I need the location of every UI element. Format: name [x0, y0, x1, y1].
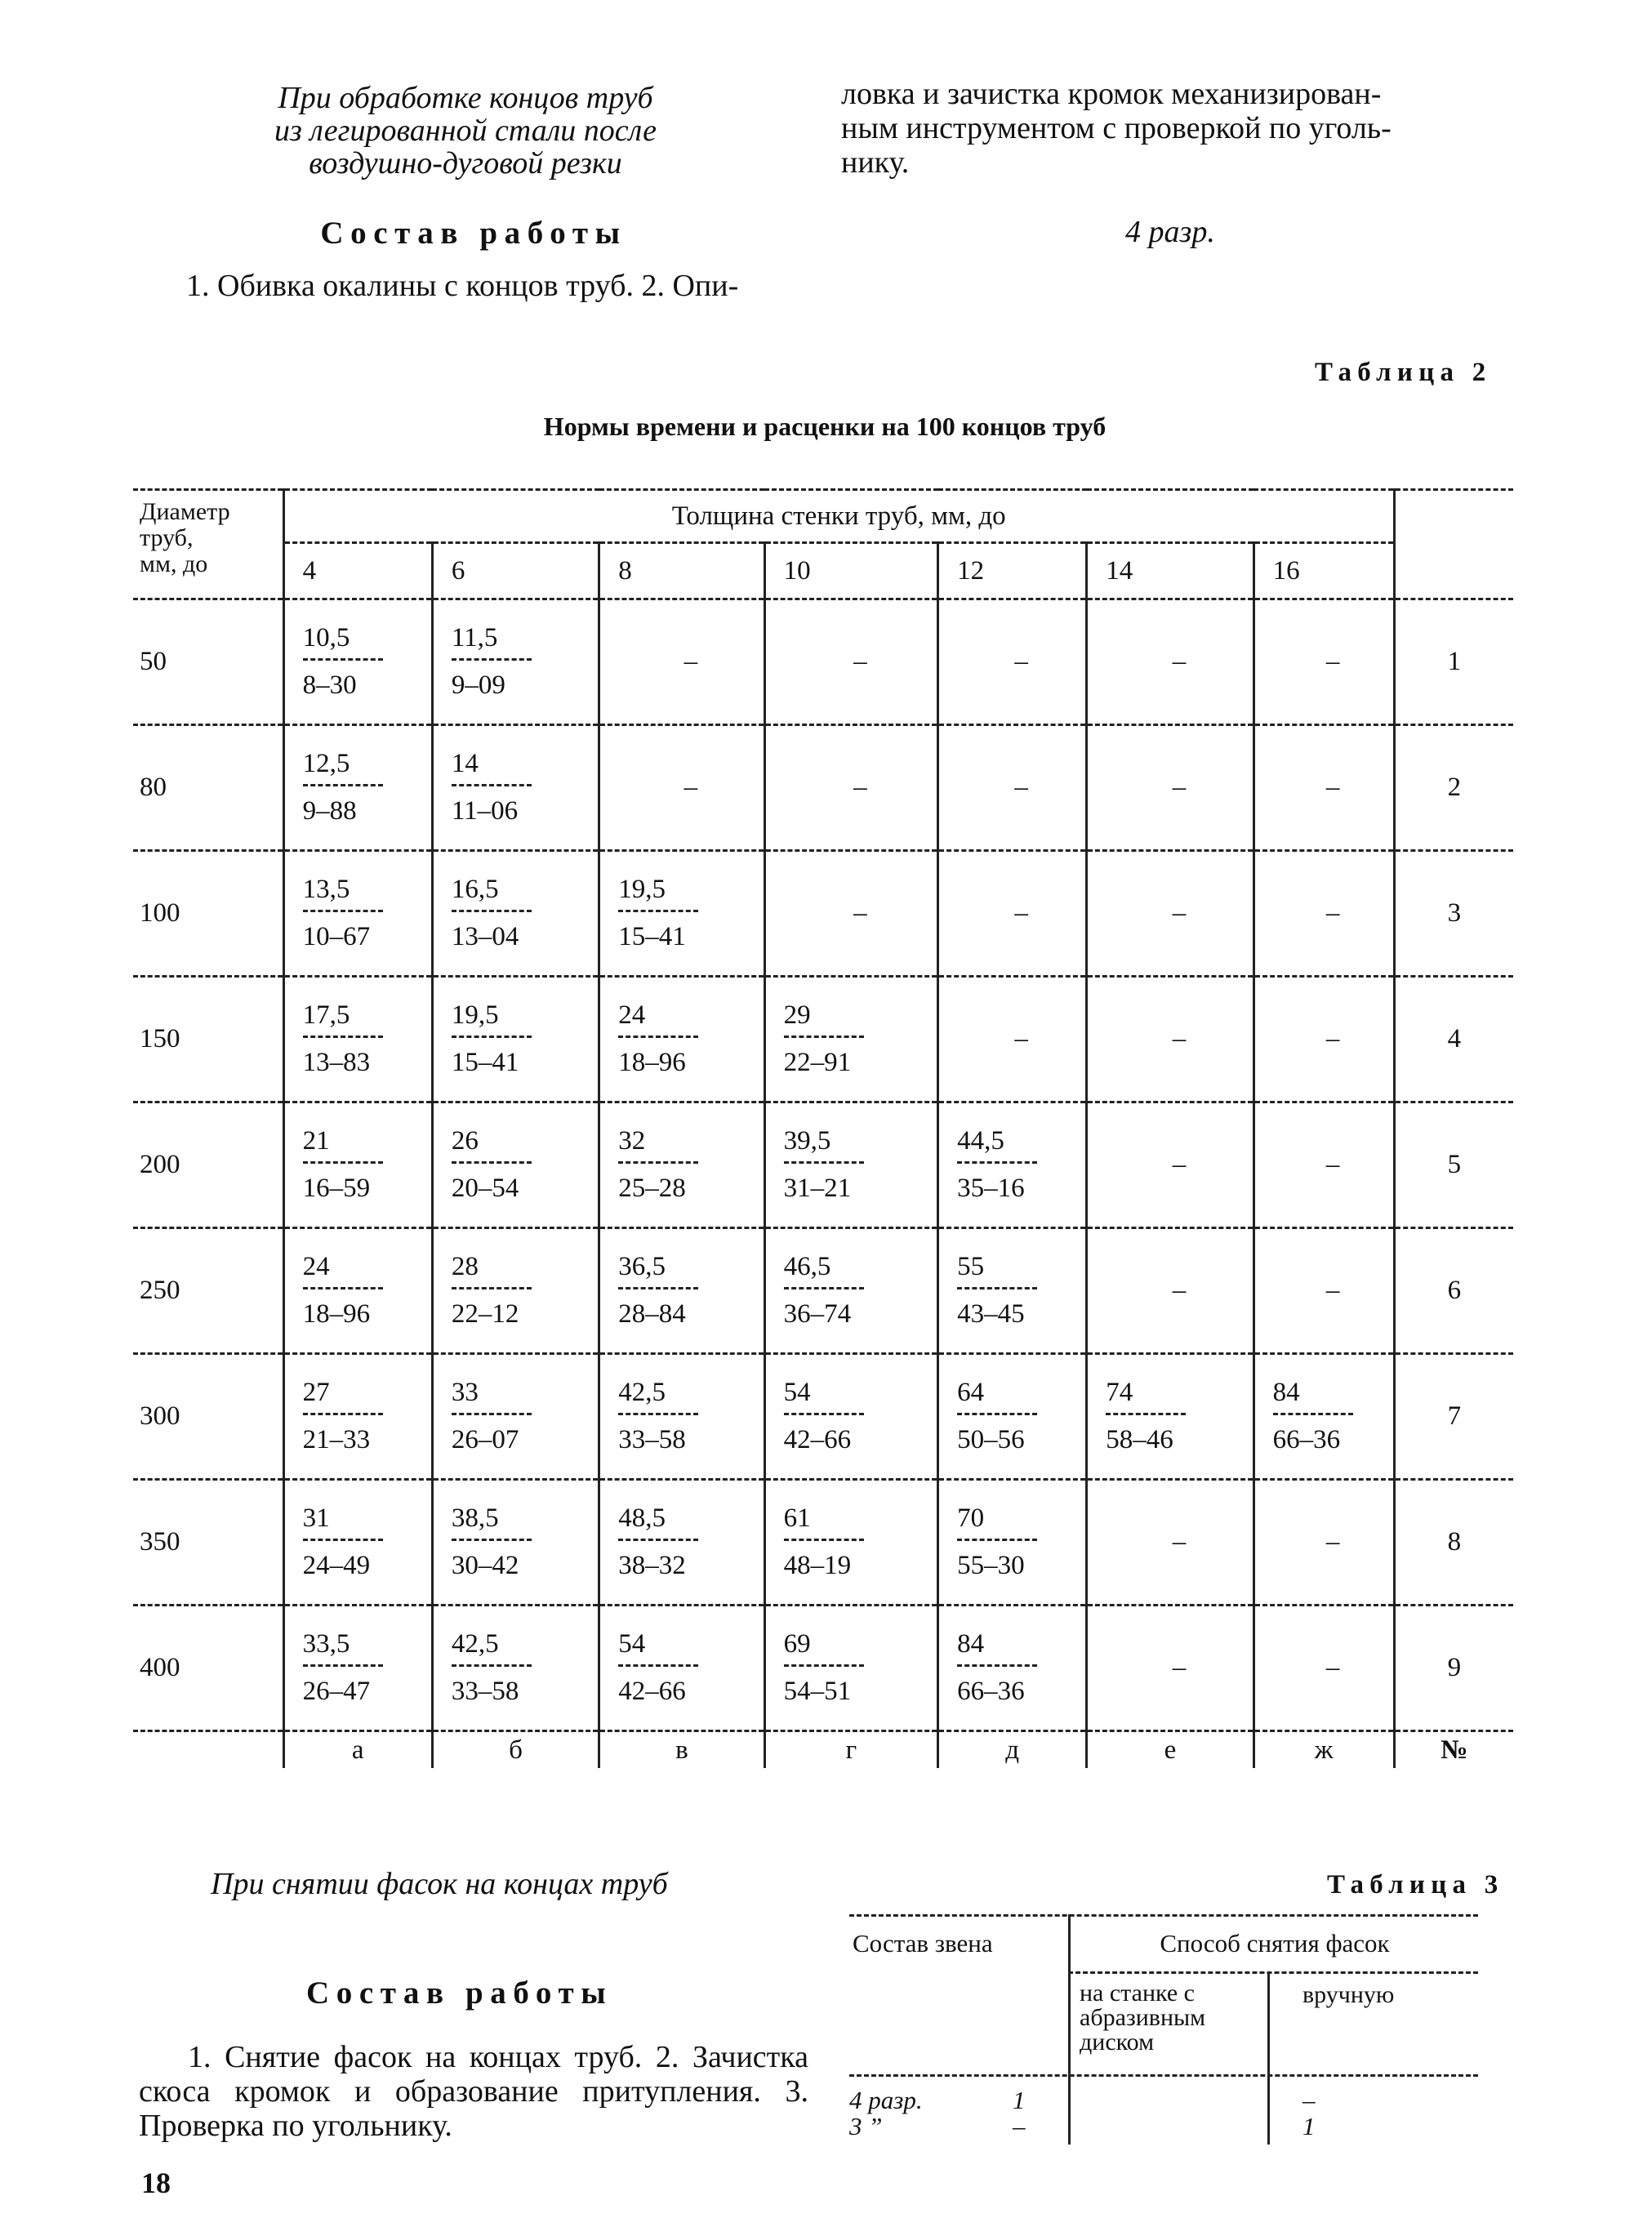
- empty-dash: –: [853, 898, 867, 928]
- table-row: [133, 599, 1513, 725]
- left-heading-line: При обработке концов труб: [278, 81, 653, 115]
- time-norm: 39,5: [784, 1126, 864, 1164]
- norm-cell: [599, 1354, 764, 1480]
- norm-cell: [1087, 1228, 1253, 1354]
- table3-top-rule: [849, 1914, 1478, 1917]
- empty-dash: –: [1014, 647, 1028, 676]
- row-number: 5: [1394, 1102, 1513, 1228]
- time-norm: 13,5: [303, 875, 383, 912]
- norm-cell: [764, 851, 938, 977]
- diameter-cell: 350: [133, 1480, 283, 1606]
- rate: 26–07: [451, 1425, 519, 1454]
- rate: 35–16: [957, 1174, 1025, 1203]
- table3-sub-manual: вручную: [1302, 1981, 1395, 2008]
- norm-cell: [599, 977, 764, 1102]
- footer-letter: ж: [1253, 1731, 1394, 1769]
- time-norm: 42,5: [452, 1629, 532, 1667]
- norm-cell: [1253, 1606, 1394, 1731]
- norm-cell: [283, 1102, 432, 1228]
- norm-cell: [283, 1228, 432, 1354]
- left-heading-line: воздушно-дуговой резки: [309, 146, 622, 180]
- rate: 18–96: [618, 1048, 686, 1077]
- fraction: [618, 875, 698, 952]
- left-section-title: Состав работы: [320, 216, 627, 251]
- norm-cell: [938, 977, 1087, 1102]
- fraction: [784, 1629, 864, 1707]
- norm-cell: [1087, 851, 1253, 977]
- fraction: [452, 749, 532, 826]
- rate: 31–21: [783, 1174, 852, 1203]
- fraction: [618, 1126, 698, 1204]
- empty-dash: –: [1325, 1150, 1340, 1179]
- table-row: [133, 1480, 1513, 1606]
- norm-cell: [432, 977, 599, 1102]
- time-norm: 12,5: [303, 749, 383, 786]
- fraction: [452, 623, 532, 701]
- norm-cell: [1087, 1480, 1253, 1606]
- row-number: 6: [1394, 1228, 1513, 1354]
- time-norm: 44,5: [957, 1126, 1037, 1164]
- table-row: [133, 725, 1513, 851]
- fraction: [618, 1629, 698, 1707]
- empty-dash: –: [1172, 1527, 1187, 1557]
- empty-dash: –: [1172, 647, 1187, 676]
- footer-letter: в: [599, 1731, 764, 1769]
- rate: 20–54: [451, 1174, 519, 1203]
- diameter-cell: 100: [133, 851, 283, 977]
- rate: 21–33: [302, 1425, 371, 1454]
- norm-cell: [938, 1480, 1087, 1606]
- empty-dash: –: [1172, 1276, 1187, 1305]
- norm-cell: [764, 1606, 938, 1731]
- table3-row-grade: 4 разр.: [849, 2086, 923, 2114]
- rate: 66–36: [1272, 1425, 1341, 1454]
- time-norm: 61: [784, 1503, 864, 1541]
- rate: 66–36: [957, 1677, 1025, 1706]
- fraction: [303, 1252, 383, 1330]
- fraction: [957, 1629, 1037, 1707]
- time-norm: 33: [452, 1378, 532, 1415]
- fraction: [303, 1503, 383, 1581]
- norm-cell: [938, 725, 1087, 851]
- table3-row-manual: –: [1302, 2086, 1316, 2114]
- time-norm: 28: [452, 1252, 532, 1289]
- diameter-cell: 200: [133, 1102, 283, 1228]
- grade-label: 4 разр.: [1125, 215, 1215, 249]
- rate: 43–45: [957, 1299, 1025, 1329]
- fraction: [784, 1378, 864, 1455]
- fraction: [957, 1126, 1037, 1204]
- time-norm: 54: [784, 1378, 864, 1415]
- time-norm: 33,5: [303, 1629, 383, 1667]
- rate: 10–67: [302, 922, 371, 951]
- thickness-cols-row: [133, 543, 1513, 599]
- norm-cell: [599, 851, 764, 977]
- table2-label: Таблица 2: [1315, 358, 1492, 387]
- time-norm: 54: [618, 1629, 698, 1667]
- fraction: [618, 1503, 698, 1581]
- time-norm: 10,5: [303, 623, 383, 661]
- fraction: [452, 1629, 532, 1707]
- norm-cell: [1253, 851, 1394, 977]
- time-norm: 69: [784, 1629, 864, 1667]
- footer-letter: д: [938, 1731, 1087, 1769]
- fraction: [452, 1378, 532, 1455]
- rate: 42–66: [783, 1425, 852, 1454]
- norm-cell: [432, 1228, 599, 1354]
- norm-cell: [432, 599, 599, 725]
- empty-dash: –: [1325, 647, 1340, 676]
- time-norm: 17,5: [303, 1000, 383, 1038]
- rate: 48–19: [783, 1551, 852, 1580]
- table2-title: Нормы времени и расценки на 100 концов труб: [543, 412, 1107, 441]
- time-norm: 21: [303, 1126, 383, 1164]
- time-norm: 46,5: [784, 1252, 864, 1289]
- left-heading: [196, 82, 735, 180]
- time-norm: 26: [452, 1126, 532, 1164]
- time-norm: 14: [452, 749, 532, 786]
- fraction: [784, 1126, 864, 1204]
- footer-letter: б: [432, 1731, 599, 1769]
- rate: 55–30: [957, 1551, 1025, 1580]
- fraction: [784, 1503, 864, 1581]
- left-heading-line: из легированной стали после: [274, 114, 657, 148]
- footer-letter: а: [283, 1731, 432, 1769]
- rate: 9–88: [302, 796, 357, 826]
- time-norm: 74: [1106, 1378, 1186, 1415]
- time-norm: 29: [784, 1000, 864, 1038]
- norm-cell: [283, 1606, 432, 1731]
- diameter-cell: 300: [133, 1354, 283, 1480]
- table-row: [133, 1606, 1513, 1731]
- rate: 15–41: [451, 1048, 519, 1077]
- fraction: [618, 1378, 698, 1455]
- norm-cell: [599, 1228, 764, 1354]
- fraction: [1273, 1378, 1353, 1455]
- diameter-cell: 400: [133, 1606, 283, 1731]
- norm-cell: [283, 977, 432, 1102]
- rate: 16–59: [302, 1174, 371, 1203]
- rate: 33–58: [618, 1425, 686, 1454]
- fraction: [303, 623, 383, 701]
- empty-dash: –: [1172, 1024, 1187, 1053]
- row-number: 7: [1394, 1354, 1513, 1480]
- norm-cell: [283, 851, 432, 977]
- norm-cell: [1253, 1102, 1394, 1228]
- fraction: [452, 1126, 532, 1204]
- fraction: [1106, 1378, 1186, 1455]
- table-row: [133, 851, 1513, 977]
- thickness-col: 4: [283, 543, 432, 599]
- empty-dash: –: [1014, 898, 1028, 928]
- row-number: 8: [1394, 1480, 1513, 1606]
- table3-sub-rule: [1068, 1971, 1478, 1974]
- fraction: [303, 749, 383, 826]
- thickness-col: 16: [1253, 543, 1394, 599]
- page-number: 18: [141, 2167, 171, 2199]
- norm-cell: [283, 725, 432, 851]
- time-norm: 84: [1273, 1378, 1353, 1415]
- row-number: 3: [1394, 851, 1513, 977]
- fraction: [303, 1629, 383, 1707]
- bottom-left-paragraph: 1. Снятие фасок на концах труб. 2. Зачистка скоса кромок и образование притупления. 3. Проверка по угольнику.: [139, 2040, 808, 2143]
- empty-dash: –: [1325, 1276, 1340, 1305]
- norm-cell: [938, 1102, 1087, 1228]
- time-norm: 48,5: [618, 1503, 698, 1541]
- fraction: [784, 1000, 864, 1078]
- rate: 18–96: [302, 1299, 371, 1329]
- time-norm: 19,5: [452, 1000, 532, 1038]
- fraction: [957, 1378, 1037, 1455]
- norm-cell: [432, 851, 599, 977]
- table3-vline-1: [1068, 1914, 1071, 2145]
- norm-cell: [599, 1606, 764, 1731]
- rate: 9–09: [451, 670, 505, 700]
- empty-dash: –: [684, 647, 698, 676]
- footer-empty: [133, 1731, 283, 1769]
- rate: 38–32: [618, 1551, 686, 1580]
- bottom-left-heading: При снятии фасок на концах труб: [211, 1867, 668, 1901]
- norm-cell: [764, 1228, 938, 1354]
- rate: 36–74: [783, 1299, 852, 1329]
- right-paragraph: [841, 77, 1519, 180]
- time-norm: 16,5: [452, 875, 532, 912]
- diameter-cell: 50: [133, 599, 283, 725]
- fraction: [957, 1252, 1037, 1330]
- empty-dash: –: [853, 773, 867, 802]
- fraction: [957, 1503, 1037, 1581]
- table2: [133, 488, 1513, 1768]
- time-norm: 19,5: [618, 875, 698, 912]
- norm-cell: [283, 1354, 432, 1480]
- norm-cell: [599, 725, 764, 851]
- fraction: [452, 875, 532, 952]
- fraction: [452, 1252, 532, 1330]
- norm-cell: [1253, 1480, 1394, 1606]
- empty-dash: –: [684, 773, 698, 802]
- rate: 22–12: [451, 1299, 519, 1329]
- norms-table: [133, 488, 1513, 1768]
- time-norm: 27: [303, 1378, 383, 1415]
- diam-header: [133, 490, 283, 599]
- table3-header-rule: [849, 2074, 1478, 2077]
- row-number: 9: [1394, 1606, 1513, 1731]
- fraction: [303, 1000, 383, 1078]
- norm-cell: [764, 1480, 938, 1606]
- time-norm: 24: [303, 1252, 383, 1289]
- norm-cell: [938, 599, 1087, 725]
- thickness-header: Толщина стенки труб, мм, до: [283, 490, 1394, 543]
- empty-dash: –: [1014, 1024, 1028, 1053]
- time-norm: 55: [957, 1252, 1037, 1289]
- empty-dash: –: [853, 647, 867, 676]
- right-paragraph-line: ным инструментом с проверкой по уголь-: [841, 111, 1392, 145]
- right-paragraph-line: ловка и зачистка кромок механизирован-: [841, 77, 1382, 111]
- footer-number-sign: №: [1394, 1731, 1513, 1769]
- diameter-cell: 250: [133, 1228, 283, 1354]
- norm-cell: [1253, 1354, 1394, 1480]
- rate: 54–51: [783, 1677, 852, 1706]
- fraction: [452, 1000, 532, 1078]
- time-norm: 36,5: [618, 1252, 698, 1289]
- time-norm: 31: [303, 1503, 383, 1541]
- norm-cell: [599, 599, 764, 725]
- diameter-cell: 80: [133, 725, 283, 851]
- thickness-col: 10: [764, 543, 938, 599]
- empty-dash: –: [1325, 1527, 1340, 1557]
- norm-cell: [283, 1480, 432, 1606]
- norm-cell: [1087, 1606, 1253, 1731]
- norm-cell: [1087, 599, 1253, 725]
- rate: 15–41: [618, 922, 686, 951]
- time-norm: 42,5: [618, 1378, 698, 1415]
- bottom-left-section-title: Состав работы: [306, 1975, 613, 2011]
- rate: 28–84: [618, 1299, 686, 1329]
- thickness-col: 12: [938, 543, 1087, 599]
- time-norm: 11,5: [452, 623, 532, 661]
- norm-cell: [1087, 1102, 1253, 1228]
- table3-col1-header: Состав звена: [853, 1929, 993, 1958]
- norm-cell: [1087, 1354, 1253, 1480]
- norm-cell: [938, 851, 1087, 977]
- norm-cell: [938, 1354, 1087, 1480]
- time-norm: 38,5: [452, 1503, 532, 1541]
- norm-cell: [938, 1228, 1087, 1354]
- norm-cell: [432, 1480, 599, 1606]
- empty-dash: –: [1325, 1024, 1340, 1053]
- empty-dash: –: [1172, 1150, 1187, 1179]
- diam-header-line: труб,: [140, 524, 194, 551]
- diam-header-line: мм, до: [140, 550, 208, 577]
- norm-cell: [764, 977, 938, 1102]
- rate: 8–30: [302, 670, 357, 700]
- rate: 24–49: [302, 1551, 371, 1580]
- thickness-col: 6: [432, 543, 599, 599]
- empty-dash: –: [1014, 773, 1028, 802]
- empty-dash: –: [1325, 773, 1340, 802]
- diam-header-line: Диаметр: [140, 498, 230, 525]
- table3-row-grade: 3 ”: [849, 2112, 883, 2140]
- rate: 30–42: [451, 1551, 519, 1580]
- rate: 50–56: [957, 1425, 1025, 1454]
- rate: 42–66: [618, 1677, 686, 1706]
- table-row: [133, 1102, 1513, 1228]
- empty-dash: –: [1172, 898, 1187, 928]
- table-row: [133, 977, 1513, 1102]
- rate: 33–58: [451, 1677, 519, 1706]
- norm-cell: [938, 1606, 1087, 1731]
- time-norm: 70: [957, 1503, 1037, 1541]
- rate: 58–46: [1106, 1425, 1173, 1454]
- norm-cell: [764, 725, 938, 851]
- time-norm: 84: [957, 1629, 1037, 1667]
- footer-letter: е: [1087, 1731, 1253, 1769]
- norm-cell: [1253, 599, 1394, 725]
- norm-cell: [432, 725, 599, 851]
- time-norm: 64: [957, 1378, 1037, 1415]
- norm-cell: [764, 1102, 938, 1228]
- table3-label: Таблица 3: [1327, 1870, 1504, 1900]
- row-number: 1: [1394, 599, 1513, 725]
- norm-cell: [432, 1102, 599, 1228]
- norm-cell: [1253, 725, 1394, 851]
- time-norm: 24: [618, 1000, 698, 1038]
- norm-cell: [599, 1480, 764, 1606]
- table2-body: [133, 599, 1513, 1731]
- thickness-col: 14: [1087, 543, 1253, 599]
- table3-vline-2: [1267, 1971, 1270, 2145]
- rate: 13–83: [302, 1048, 371, 1077]
- rate: 11–06: [451, 796, 519, 826]
- fraction: [303, 875, 383, 952]
- time-norm: 32: [618, 1126, 698, 1164]
- norm-cell: [283, 599, 432, 725]
- table2-footer-row: [133, 1731, 1513, 1769]
- thickness-col: 8: [599, 543, 764, 599]
- norm-cell: [1253, 1228, 1394, 1354]
- rate: 25–28: [618, 1174, 686, 1203]
- row-number: 4: [1394, 977, 1513, 1102]
- table3-row-count: 1: [1013, 2086, 1026, 2114]
- fraction: [784, 1252, 864, 1330]
- row-number-header: [1394, 490, 1513, 599]
- norm-cell: [1087, 725, 1253, 851]
- fraction: [303, 1378, 383, 1455]
- empty-dash: –: [1172, 773, 1187, 802]
- norm-cell: [599, 1102, 764, 1228]
- norm-cell: [1087, 977, 1253, 1102]
- fraction: [618, 1252, 698, 1330]
- fraction: [452, 1503, 532, 1581]
- rate: 22–91: [783, 1048, 852, 1077]
- rate: 13–04: [451, 922, 519, 951]
- empty-dash: –: [1325, 898, 1340, 928]
- norm-cell: [1253, 977, 1394, 1102]
- table3-row-manual: 1: [1302, 2112, 1316, 2140]
- footer-letter: г: [764, 1731, 938, 1769]
- norm-cell: [432, 1606, 599, 1731]
- table3-row-count: –: [1013, 2112, 1026, 2140]
- table2-header-row: [133, 490, 1513, 543]
- diameter-cell: 150: [133, 977, 283, 1102]
- norm-cell: [764, 1354, 938, 1480]
- empty-dash: –: [1172, 1653, 1187, 1682]
- fraction: [618, 1000, 698, 1078]
- table3-method-header: Способ снятия фасок: [1160, 1929, 1390, 1958]
- table-row: [133, 1228, 1513, 1354]
- table-row: [133, 1354, 1513, 1480]
- row-number: 2: [1394, 725, 1513, 851]
- rate: 26–47: [302, 1677, 371, 1706]
- norm-cell: [764, 599, 938, 725]
- left-paragraph: 1. Обивка окалины с концов труб. 2. Опи-: [186, 269, 739, 303]
- right-paragraph-line: нику.: [841, 145, 910, 180]
- table3-sub-machine: на станке с абразивным диском: [1080, 1980, 1206, 2056]
- fraction: [303, 1126, 383, 1204]
- empty-dash: –: [1325, 1653, 1340, 1682]
- norm-cell: [432, 1354, 599, 1480]
